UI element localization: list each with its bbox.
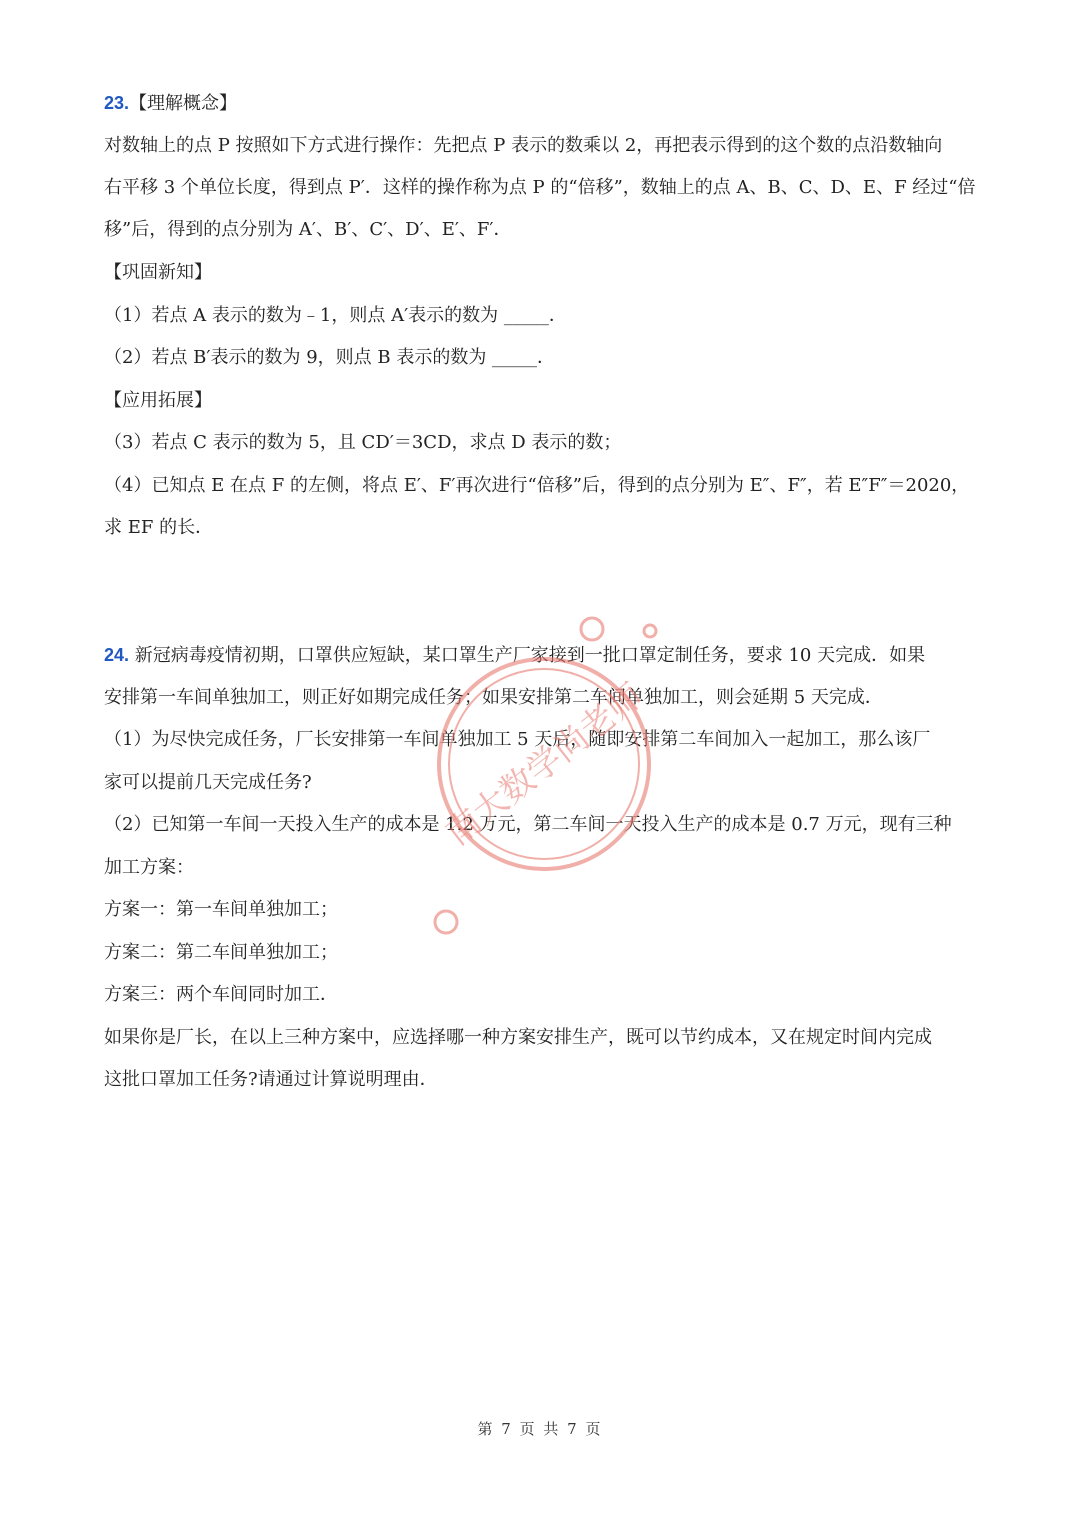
question-text-line: 这批口罩加工任务?请通过计算说明理由． <box>104 1069 438 1090</box>
question-23-header <box>104 91 237 116</box>
sub-question-4-cont: 求 EF 的长． <box>104 517 214 538</box>
question-text-line: 安排第一车间单独加工，则正好如期完成任务；如果安排第二车间单独加工，则会延期 5 天完成． <box>104 687 883 708</box>
plan-2: 方案二：第二车间单独加工； <box>104 942 338 963</box>
sub-question-2: （2）已知第一车间一天投入生产的成本是 1.2 万元，第二车间一天投入生产的成本是 0.7 万元，现有三种 <box>104 814 952 835</box>
question-text-line: 右平移 3 个单位长度，得到点 P′．这样的操作称为点 P 的“倍移”，数轴上的点 A、B、C、D、E、F 经过“倍 <box>104 177 976 198</box>
sub-question-1: （1）为尽快完成任务，厂长安排第一车间单独加工 5 天后，随即安排第二车间加入一起加工，那么该厂 <box>104 729 931 750</box>
question-text-line: 对数轴上的点 P 按照如下方式进行操作：先把点 P 表示的数乘以 2，再把表示得到的这个数的点沿数轴向 <box>104 135 943 156</box>
question-24-header <box>104 643 925 668</box>
sub-question-1: （1）若点 A 表示的数为﹣1，则点 A′表示的数为 _____． <box>104 305 567 326</box>
section-heading: 【巩固新知】 <box>104 262 212 283</box>
section-heading: 【应用拓展】 <box>104 390 212 411</box>
watermark-text: 南大数学尚老师 <box>438 675 651 854</box>
question-text-line: 移”后，得到的点分别为 A′、B′、C′、D′、E′、F′． <box>104 219 512 240</box>
question-text-line: 如果你是厂长，在以上三种方案中，应选择哪一种方案安排生产，既可以节约成本，又在规定时间内完成 <box>104 1027 932 1048</box>
question-number: 23. <box>104 93 130 113</box>
section-title: 【理解概念】 <box>129 93 238 114</box>
sub-question-4: （4）已知点 E 在点 F 的左侧，将点 E′、F′再次进行“倍移”后，得到的点分别为 E″、F″，若 E″F″＝2020， <box>104 475 970 496</box>
page-footer: 第 7 页 共 7 页 <box>477 1420 603 1438</box>
sub-question-2: （2）若点 B′表示的数为 9，则点 B 表示的数为 _____． <box>104 347 556 368</box>
sub-question-2-cont: 加工方案： <box>104 857 194 878</box>
question-text: 新冠病毒疫情初期，口罩供应短缺，某口罩生产厂家接到一批口罩定制任务，要求 10 天完成．如果 <box>134 645 926 666</box>
plan-3: 方案三：两个车间同时加工． <box>104 984 338 1005</box>
plan-1: 方案一：第一车间单独加工； <box>104 899 338 920</box>
sub-question-3: （3）若点 C 表示的数为 5，且 CD′＝3CD，求点 D 表示的数； <box>104 432 622 453</box>
question-number: 24. <box>104 645 130 665</box>
sub-question-1-cont: 家可以提前几天完成任务? <box>104 772 312 793</box>
